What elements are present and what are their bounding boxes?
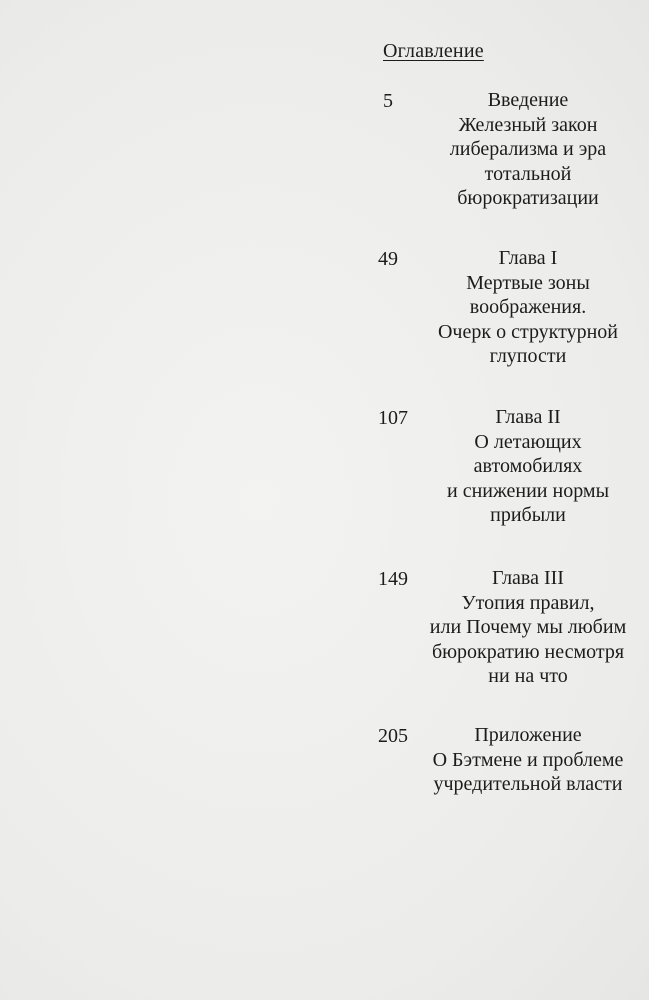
toc-entry-line: воображения. [469,296,587,318]
toc-entry-title [416,246,640,369]
toc-entry-line: или Почему мы любим [429,616,627,638]
toc-entry-line: Глава I [498,247,558,269]
toc-entry-title [416,566,640,689]
toc-entry-line: Мертвые зоны [466,271,590,294]
toc-entry-line: и снижении нормы [446,479,610,502]
toc-entry-title [416,723,640,797]
toc-entry-page-number: 49 [378,248,398,270]
toc-entry-line: Железный закон [458,113,598,136]
toc-entry-line: Введение [487,89,569,111]
toc-entry-title [416,88,640,211]
toc-entry-line: прибыли [490,504,566,526]
toc-entry-line: глупости [489,345,567,367]
toc-title: Оглавление [383,40,484,62]
toc-entry-line: Глава III [492,567,564,589]
toc-entry-line: бюрократию несмотря [431,640,625,663]
toc-entry-line: учредительной власти [433,773,623,795]
toc-entry-page-number: 205 [378,725,408,747]
toc-entry-line: Очерк о структурной [437,320,619,343]
toc-entry-title [416,405,640,528]
toc-entry-line: ни на что [488,665,568,687]
toc-entry-page-number: 5 [383,90,393,112]
toc-entry-page-number: 149 [378,568,408,590]
toc-entry-line: бюрократизации [457,187,599,209]
toc-entry-page-number: 107 [378,407,408,429]
toc-entry-line: тотальной [484,162,572,185]
toc-entry-line: О летающих [474,430,582,453]
toc-entry-line: Утопия правил, [461,591,595,614]
toc-entry-line: Глава II [495,406,561,428]
toc-entry-line: О Бэтмене и проблеме [432,748,624,771]
toc-entry-line: либерализма и эра [449,138,607,160]
toc-entry-line: Приложение [474,724,582,746]
toc-entry-line: автомобилях [473,455,583,477]
